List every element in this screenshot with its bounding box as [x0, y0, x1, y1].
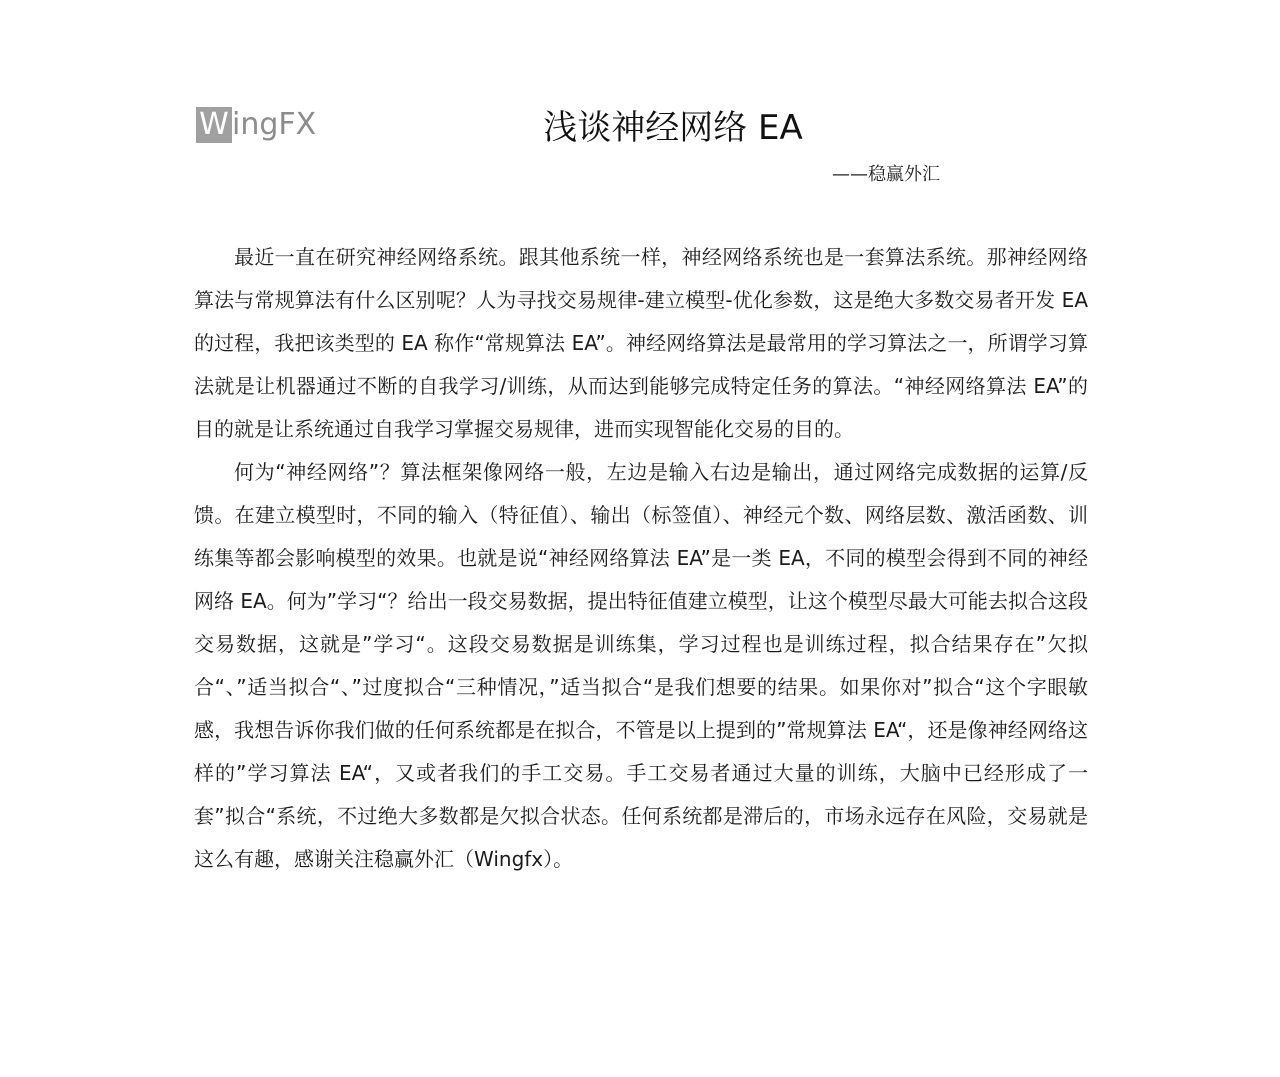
document-body — [194, 236, 1088, 881]
paragraph-1: 最近一直在研究神经网络系统。跟其他系统一样，神经网络系统也是一套算法系统。那神经网络算法与常规算法有什么区别呢？人为寻找交易规律-建立模型-优化参数，这是绝大多数交易者开发 EA 的过程，我把该类型的 EA 称作“常规算法 EA”。神经网络算法是最常用的学习算法之一，所谓学习算法就是让机器通过不断的自我学习/训练，从而达到能够完成特定任务的算法。“神经网络算法 EA”的目的就是让系统通过自我学习掌握交易规律，进而实现智能化交易的目的。 — [194, 245, 1088, 441]
document-title: 浅谈神经网络 EA — [543, 108, 803, 148]
paragraph-2: 何为“神经网络”？算法框架像网络一般，左边是输入右边是输出，通过网络完成数据的运算/反馈。在建立模型时，不同的输入（特征值）、输出（标签值）、神经元个数、网络层数、激活函数、训练集等都会影响模型的效果。也就是说“神经网络算法 EA”是一类 EA，不同的模型会得到不同的神经网络 EA。何为”学习“？给出一段交易数据，提出特征值建立模型，让这个模型尽最大可能去拟合这段交易数据，这就是”学习“。这段交易数据是训练集，学习过程也是训练过程，拟合结果存在”欠拟合“、”适当拟合“、”过度拟合“三种情况，”适当拟合“是我们想要的结果。如果你对”拟合“这个字眼敏感，我想告诉你我们做的任何系统都是在拟合，不管是以上提到的”常规算法 EA“，还是像神经网络这样的”学习算法 EA“，又或者我们的手工交易。手工交易者通过大量的训练，大脑中已经形成了一套”拟合“系统，不过绝大多数都是欠拟合状态。任何系统都是滞后的，市场永远存在风险，交易就是这么有趣，感谢关注稳赢外汇（Wingfx）。 — [194, 460, 1088, 871]
logo-mark: W — [196, 107, 232, 143]
document-byline: ——稳赢外汇 — [832, 164, 940, 185]
logo-wordmark: ingFX — [232, 107, 317, 142]
